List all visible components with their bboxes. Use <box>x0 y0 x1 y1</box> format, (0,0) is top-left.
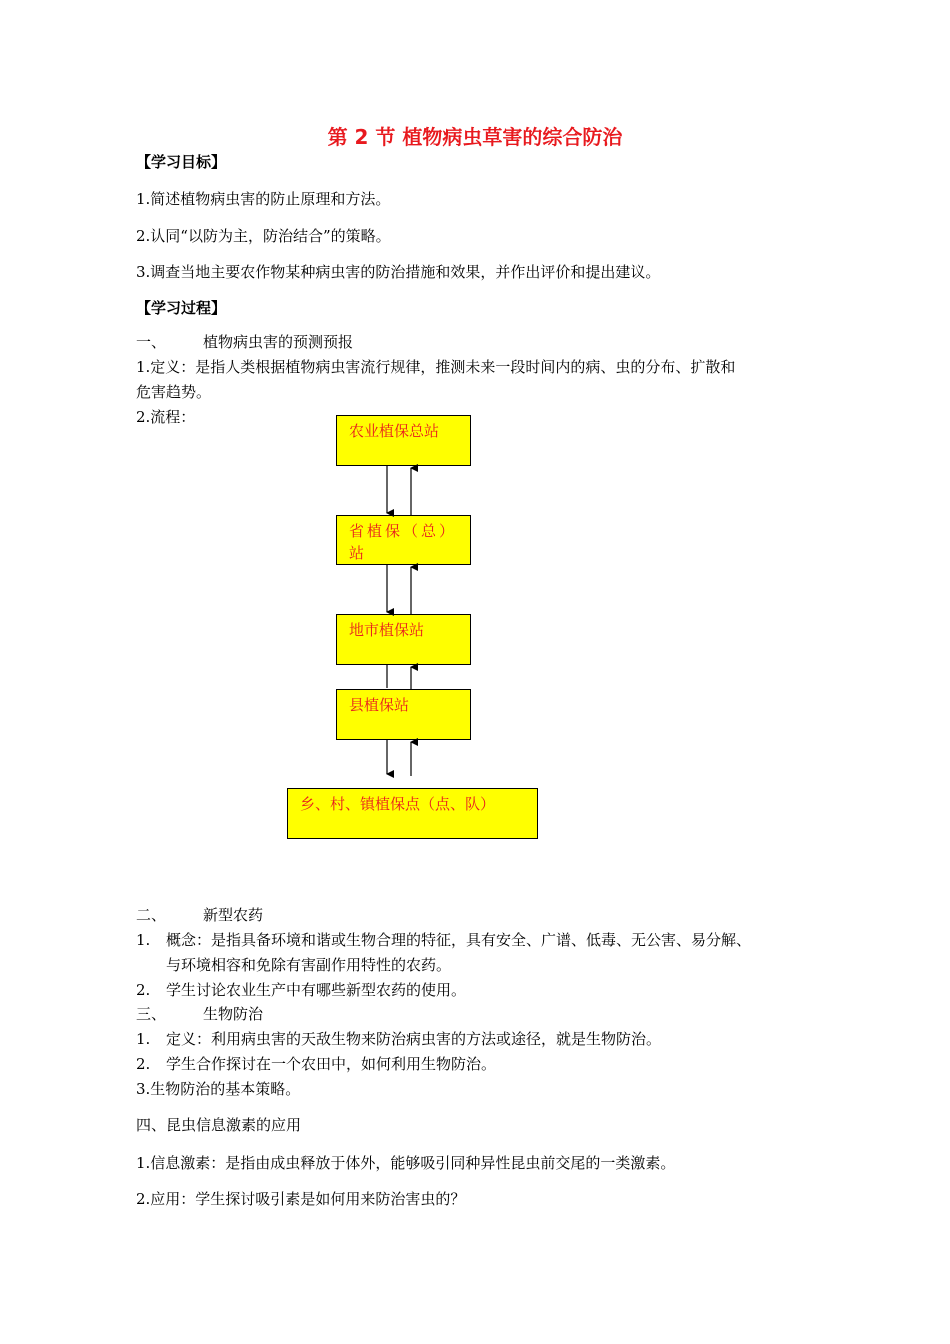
goal-item-3: 3.调查当地主要农作物某种病虫害的防治措施和效果，并作出评价和提出建议。 <box>136 263 661 281</box>
section-2-item-2-number: 2. <box>136 981 151 999</box>
flow-label: 2.流程： <box>136 408 196 426</box>
section-3-item-1: 定义：利用病虫害的天敌生物来防治病虫害的方法或途径，就是生物防治。 <box>166 1030 662 1048</box>
section-4-item-2: 2.应用：学生探讨吸引素是如何用来防治害虫的？ <box>136 1190 466 1208</box>
flow-box-city-station: 地市植保站 <box>336 614 471 665</box>
section-2-number: 二、 <box>136 906 167 924</box>
flow-box-national-station: 农业植保总站 <box>336 415 471 466</box>
definition-line-1: 1.定义：是指人类根据植物病虫害流行规律，推测未来一段时间内的病、虫的分布、扩散和 <box>136 358 736 376</box>
flow-box-county-station: 县植保站 <box>336 689 471 740</box>
goals-heading: 【学习目标】 <box>136 153 227 171</box>
section-1-number: 一、 <box>136 333 167 351</box>
goal-item-2: 2.认同“以防为主，防治结合”的策略。 <box>136 227 391 245</box>
section-2-item-1-line-1: 概念：是指具备环境和谐或生物合理的特征，具有安全、广谱、低毒、无公害、易分解、 <box>166 931 752 949</box>
goal-item-1: 1.简述植物病虫害的防止原理和方法。 <box>136 190 391 208</box>
section-2-item-2: 学生讨论农业生产中有哪些新型农药的使用。 <box>166 981 467 999</box>
section-3-item-2-number: 2. <box>136 1055 151 1073</box>
section-3-number: 三、 <box>136 1005 167 1023</box>
flow-box-township-station: 乡、村、镇植保点（点、队） <box>287 788 538 839</box>
process-heading: 【学习过程】 <box>136 299 227 317</box>
flow-box-province-station: 省植保（总）站 <box>336 515 471 565</box>
section-3-item-3: 3.生物防治的基本策略。 <box>136 1080 301 1098</box>
section-4-item-1: 1.信息激素：是指由成虫释放于体外，能够吸引同种异性昆虫前交尾的一类激素。 <box>136 1154 676 1172</box>
page-title: 第 2 节 植物病虫草害的综合防治 <box>327 125 623 149</box>
section-2-title: 新型农药 <box>203 906 264 924</box>
definition-line-2: 危害趋势。 <box>136 383 212 401</box>
section-4-title: 四、昆虫信息激素的应用 <box>136 1116 302 1134</box>
section-2-item-1-line-2: 与环境相容和免除有害副作用特性的农药。 <box>166 956 452 974</box>
section-3-title: 生物防治 <box>203 1005 264 1023</box>
section-1-title: 植物病虫害的预测预报 <box>203 333 354 351</box>
section-3-item-1-number: 1. <box>136 1030 151 1048</box>
section-3-item-2: 学生合作探讨在一个农田中，如何利用生物防治。 <box>166 1055 497 1073</box>
section-2-item-1-number: 1. <box>136 931 151 949</box>
